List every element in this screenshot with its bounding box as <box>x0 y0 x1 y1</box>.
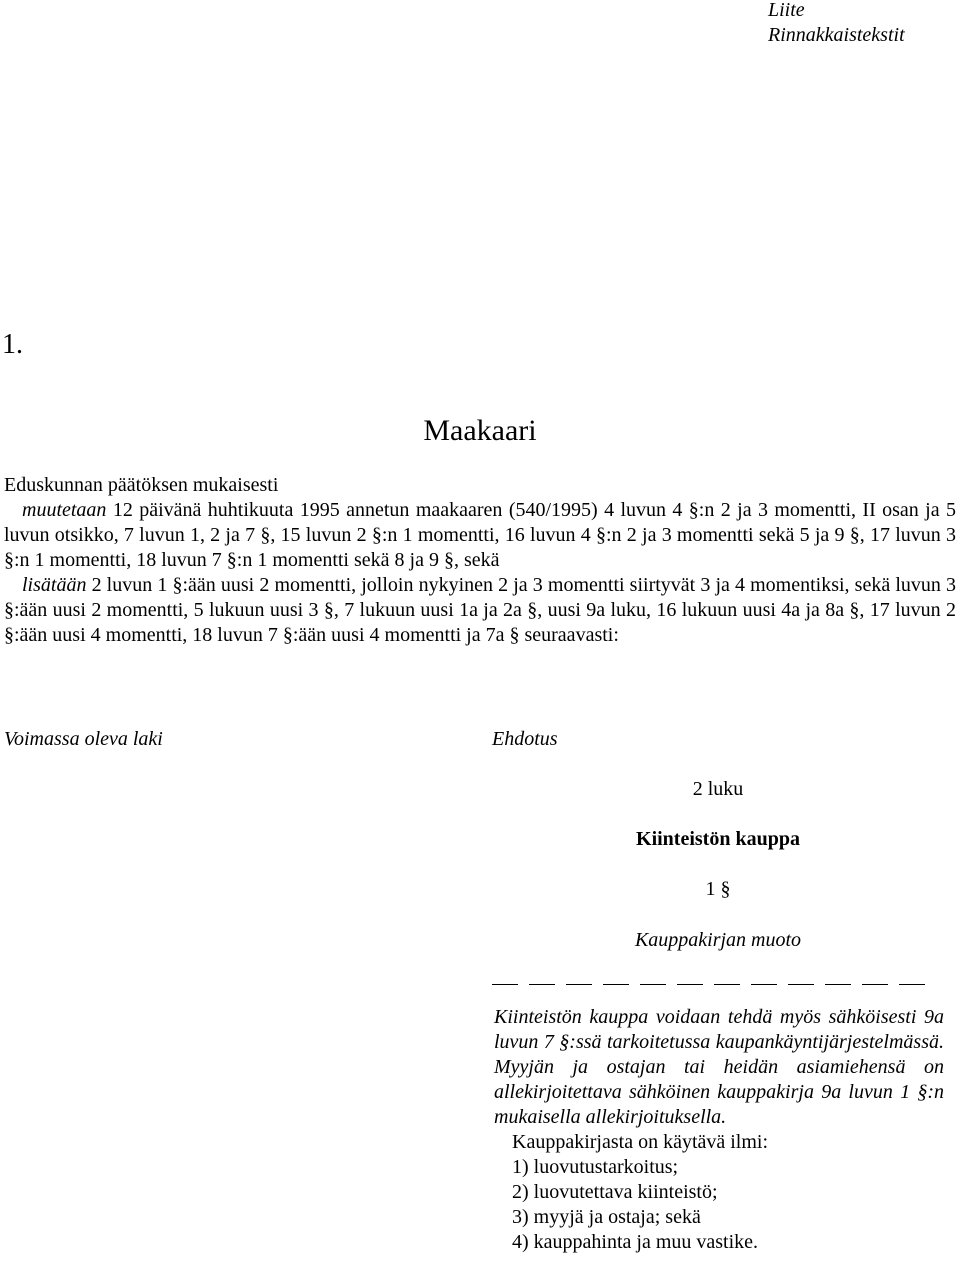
proposal-paragraph: Kiinteistön kauppa voidaan tehdä myös sähköisesti 9a luvun 7 §:ssä tarkoitetussa kaupankäyntijärjestelmässä. Myyjän ja ostajan tai heidän asiamiehensä on allekirjoitettava sähköinen kauppakirja 9a luvun 1 §:n mukaisella allekirjoituksella. <box>494 1006 944 1128</box>
section-number: 1. <box>2 329 23 360</box>
list-item: 1) luovutustarkoitus; <box>512 1156 679 1178</box>
header-tag-line2: Rinnakkaistekstit <box>768 24 905 46</box>
proposal-heading: Ehdotus <box>492 728 558 750</box>
list-item: 3) myyjä ja ostaja; sekä <box>512 1206 701 1228</box>
preamble-additions <box>4 573 956 648</box>
section-title: Kauppakirjan muoto <box>634 929 802 951</box>
list-item: 4) kauppahinta ja muu vastike. <box>512 1231 759 1253</box>
attachment-header <box>768 0 958 48</box>
preamble-additions-lead: lisätään <box>22 574 87 596</box>
current-law-heading: Voimassa oleva laki <box>4 728 163 750</box>
preamble-amendments <box>4 498 956 573</box>
header-tag-line1: Liite <box>768 0 805 21</box>
section-heading: 1 § <box>705 878 731 900</box>
list-item: 2) luovutettava kiinteistö; <box>512 1181 718 1203</box>
preamble-additions-text: 2 luvun 1 §:ään uusi 2 momentti, jolloin nykyinen 2 ja 3 momentti siirtyvät 3 ja 4 momentiksi, sekä luvun 3 §:ään uusi 2 momentti, 5 lukuun uusi 3 §, 7 lukuun uusi 1a ja 2a §, uusi 9a luku, 16 lukuun uusi 4a ja 8a §, 17 luvun 2 §:ään uusi 4 momentti, 18 luvun 7 §:ään uusi 4 momentti ja 7a § seuraavasti: <box>4 574 956 646</box>
preamble-amendments-text: 12 päivänä huhtikuuta 1995 annetun maakaaren (540/1995) 4 luvun 4 §:n 2 ja 3 momentti, II osan ja 5 luvun otsikko, 7 luvun 1, 2 ja 7 §, 15 luvun 2 §:n 1 momentti, 16 luvun 4 §:n 2 ja 3 momentti sekä 5 ja 9 §, 17 luvun 3 §:n 1 momentti, 18 luvun 7 §:n 1 momentti sekä 8 ja 9 §, sekä <box>4 499 956 571</box>
preamble-intro: Eduskunnan päätöksen mukaisesti <box>4 474 279 496</box>
preamble <box>4 473 956 648</box>
chapter-title: Kiinteistön kauppa <box>636 828 800 850</box>
law-title: Maakaari <box>423 414 537 447</box>
chapter-heading: 2 luku <box>692 778 744 800</box>
omission-line <box>492 974 932 988</box>
proposal-text <box>494 1005 944 1255</box>
list-intro: Kauppakirjasta on käytävä ilmi: <box>512 1131 769 1153</box>
preamble-amendments-lead: muutetaan <box>22 499 107 521</box>
